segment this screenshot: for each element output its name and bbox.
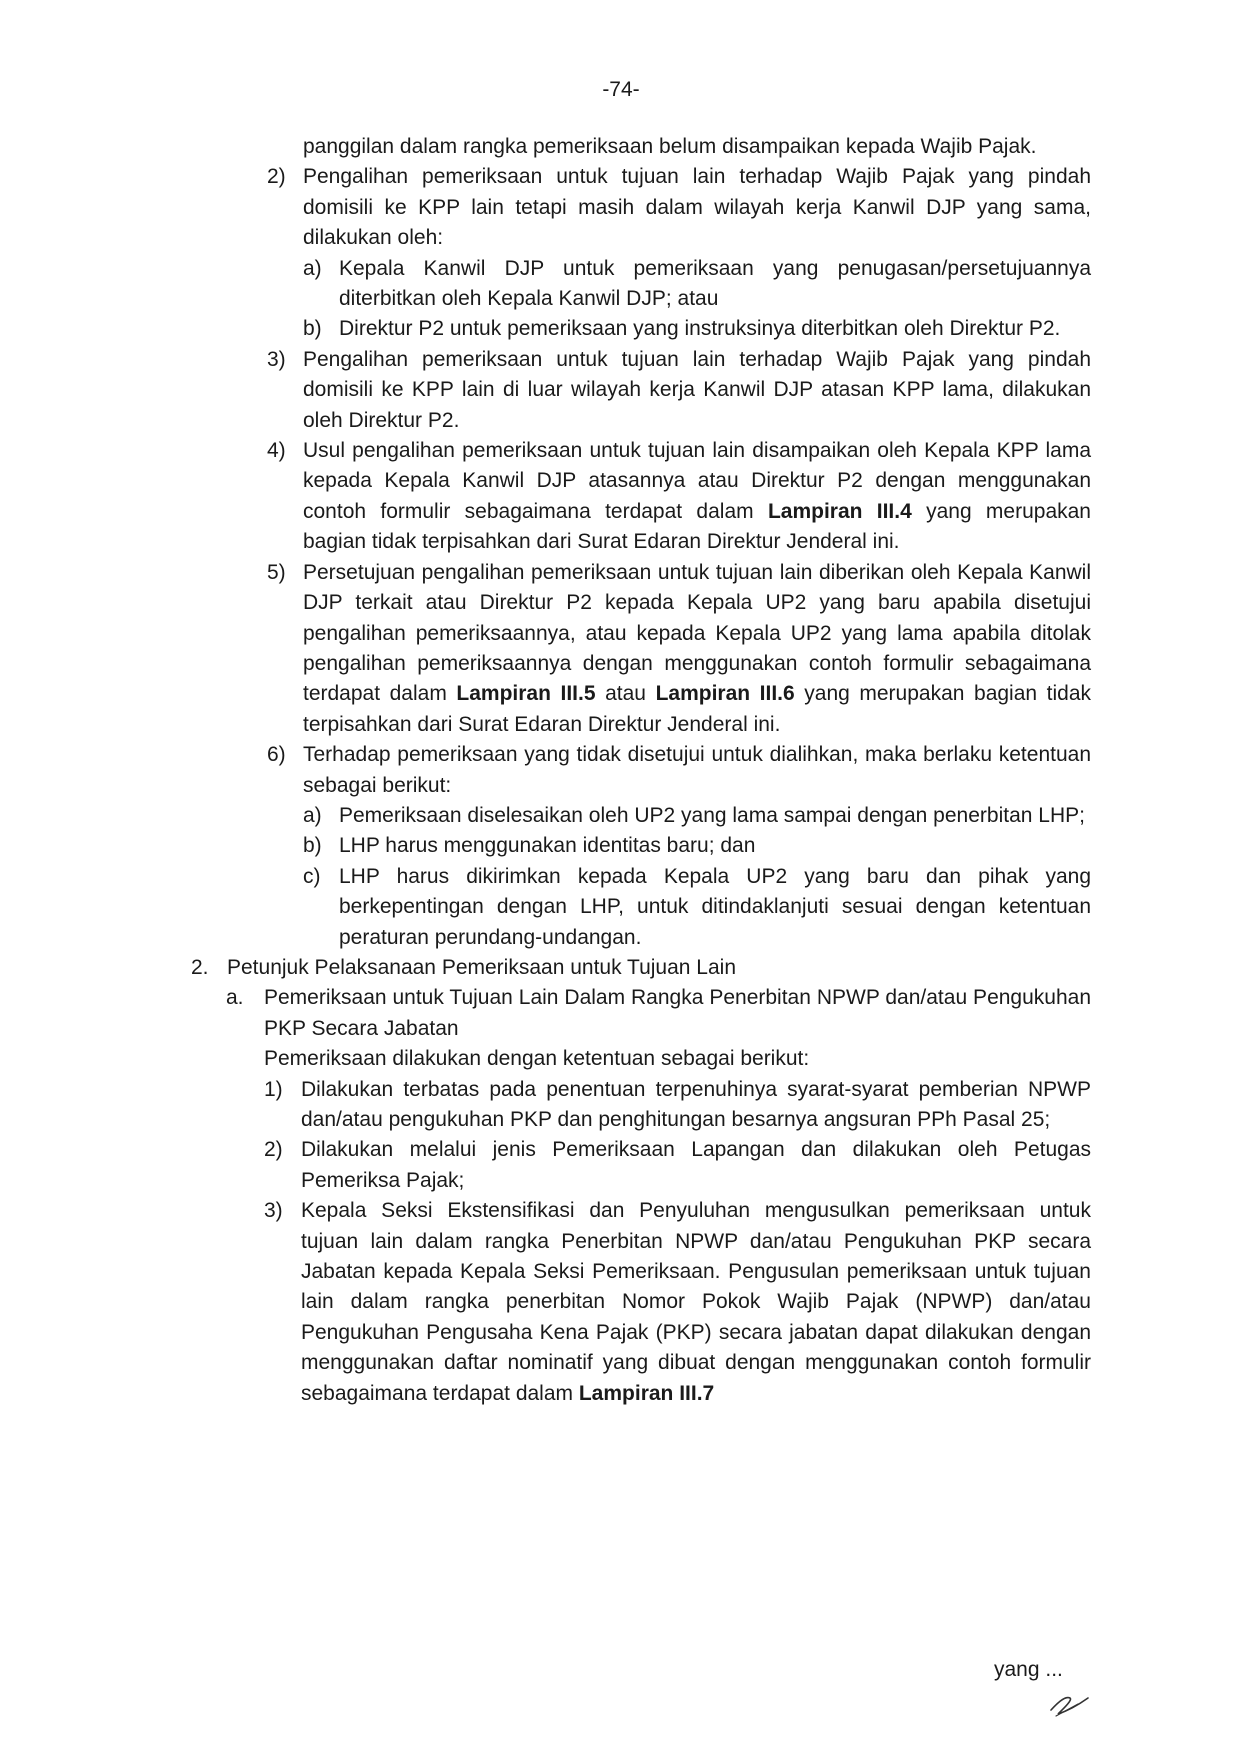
list-subitem-2b bbox=[303, 314, 1091, 344]
subitem-text: LHP harus dikirimkan kepada Kepala UP2 yang baru dan pihak yang berkepentingan dengan LHP, untuk ditindaklanjuti sesuai dengan ketentuan peraturan perundang-undangan. bbox=[339, 864, 1091, 949]
item-number: 4) bbox=[267, 439, 286, 463]
continuation-marker: yang ... bbox=[994, 1658, 1063, 1681]
attachment-reference: Lampiran III.6 bbox=[655, 682, 795, 706]
item-text bbox=[301, 1196, 1091, 1409]
section2-item-3 bbox=[264, 1196, 1091, 1409]
item-text: Pengalihan pemeriksaan untuk tujuan lain terhadap Wajib Pajak yang pindah domisili ke KPP lain tetapi masih dalam wilayah kerja Kanwil DJP yang sama, dilakukan oleh: bbox=[303, 165, 1091, 250]
paragraph-text: panggilan dalam rangka pemeriksaan belum disampaikan kepada Wajib Pajak. bbox=[303, 135, 1037, 158]
item-text: Dilakukan melalui jenis Pemeriksaan Lapangan dan dilakukan oleh Petugas Pemeriksa Pajak; bbox=[301, 1138, 1091, 1192]
subsection-intro bbox=[264, 1044, 1091, 1074]
subsection-a-heading bbox=[226, 983, 1091, 1044]
subitem-letter: c) bbox=[303, 864, 321, 888]
list-item-6 bbox=[267, 740, 1091, 801]
section2-item-2 bbox=[264, 1135, 1091, 1196]
subitem-letter: a) bbox=[303, 803, 322, 827]
continuation-paragraph bbox=[303, 132, 1091, 162]
item-number: 3) bbox=[264, 1199, 283, 1223]
item-number: 2) bbox=[264, 1138, 283, 1162]
subitem-text: LHP harus menggunakan identitas baru; dan bbox=[339, 834, 756, 858]
attachment-reference: Lampiran III.5 bbox=[456, 682, 596, 706]
item-number: 6) bbox=[267, 743, 286, 767]
intro-text: Pemeriksaan dilakukan dengan ketentuan sebagai berikut: bbox=[264, 1047, 810, 1071]
list-subitem-6b bbox=[303, 831, 1091, 861]
item-text: Dilakukan terbatas pada penentuan terpenuhinya syarat-syarat pemberian NPWP dan/atau pengukuhan PKP dan penghitungan besarnya angsuran PPh Pasal 25; bbox=[301, 1077, 1091, 1131]
item-text bbox=[303, 436, 1091, 558]
subitem-letter: b) bbox=[303, 317, 322, 341]
text-run: yang merupakan bagian tidak terpisahkan dari Surat Edaran Direktur Jenderal ini. bbox=[303, 682, 1092, 736]
attachment-reference: Lampiran III.7 bbox=[578, 1381, 715, 1405]
item-number: 5) bbox=[267, 560, 286, 584]
item-number: 1) bbox=[264, 1077, 283, 1101]
list-item-3 bbox=[267, 345, 1091, 436]
subitem-text: Kepala Kanwil DJP untuk pemeriksaan yang penugasan/persetujuannya diterbitkan oleh Kepala Kanwil DJP; atau bbox=[339, 256, 1091, 311]
item-text: Terhadap pemeriksaan yang tidak disetujui untuk dialihkan, maka berlaku ketentuan sebagai berikut: bbox=[303, 743, 1091, 797]
item-number: 2) bbox=[267, 165, 286, 189]
subitem-letter: a) bbox=[303, 256, 322, 280]
section2-item-1 bbox=[264, 1075, 1091, 1136]
list-item-2 bbox=[267, 162, 1091, 253]
section-title: Petunjuk Pelaksanaan Pemeriksaan untuk Tujuan Lain bbox=[227, 955, 737, 979]
subitem-text: Direktur P2 untuk pemeriksaan yang instruksinya diterbitkan oleh Direktur P2. bbox=[339, 317, 1061, 341]
list-subitem-6c bbox=[303, 862, 1091, 953]
list-item-5 bbox=[267, 558, 1092, 740]
text-run: Kepala Seksi Ekstensifikasi dan Penyuluhan mengusulkan pemeriksaan untuk tujuan lain dalam rangka Penerbitan NPWP dan/atau Pengukuhan PKP secara Jabatan kepada Kepala Seksi Pemeriksaan. Pengusulan pemeriksaan untuk tujuan lain dalam rangka penerbitan Nomor Pokok Wajib Pajak (NPWP) dan/atau Pengukuhan Pengusaha Kena Pajak (PKP) secara jabatan dapat dilakukan dengan menggunakan daftar nominatif yang dibuat dengan menggunakan contoh formulir sebagaimana terdapat dalam bbox=[301, 1199, 1091, 1405]
page-number: -74- bbox=[602, 78, 640, 101]
text-run: Persetujuan pengalihan pemeriksaan untuk tujuan lain diberikan oleh Kepala Kanwil DJP terkait atau Direktur P2 kepada Kepala UP2 yang baru apabila disetujui pengalihan pemeriksaannya, atau kepada Kepala UP2 yang lama apabila ditolak pengalihan pemeriksaannya dengan menggunakan contoh formulir sebagaimana terdapat dalam bbox=[303, 560, 1091, 706]
list-item-4 bbox=[267, 436, 1091, 558]
text-run: Usul pengalihan pemeriksaan untuk tujuan lain disampaikan oleh Kepala KPP lama kepada Kepala Kanwil DJP atasannya atau Direktur P2 dengan menggunakan contoh formulir sebagaimana terdapat dalam bbox=[303, 439, 1091, 523]
subitem-text: Pemeriksaan diselesaikan oleh UP2 yang lama sampai dengan penerbitan LHP; bbox=[339, 803, 1085, 827]
item-text: Pengalihan pemeriksaan untuk tujuan lain terhadap Wajib Pajak yang pindah domisili ke KPP lain di luar wilayah kerja Kanwil DJP atasan KPP lama, dilakukan oleh Direktur P2. bbox=[303, 347, 1091, 432]
subsection-letter: a. bbox=[226, 986, 244, 1010]
section-number: 2. bbox=[191, 955, 209, 979]
item-text bbox=[303, 558, 1091, 740]
attachment-reference: Lampiran III.4 bbox=[767, 499, 912, 523]
paraf-signature-icon bbox=[1048, 1690, 1092, 1720]
section-2-heading bbox=[191, 953, 1091, 983]
document-body bbox=[0, 132, 1242, 1409]
list-subitem-6a bbox=[303, 801, 1091, 831]
item-number: 3) bbox=[267, 347, 286, 371]
text-run: atau bbox=[595, 682, 656, 706]
list-subitem-2a bbox=[303, 254, 1091, 315]
text-run: yang merupakan bagian tidak terpisahkan dari Surat Edaran Direktur Jenderal ini. bbox=[303, 499, 1091, 554]
subsection-title: Pemeriksaan untuk Tujuan Lain Dalam Rangka Penerbitan NPWP dan/atau Pengukuhan PKP Secara Jabatan bbox=[264, 986, 1091, 1040]
subitem-letter: b) bbox=[303, 834, 322, 858]
